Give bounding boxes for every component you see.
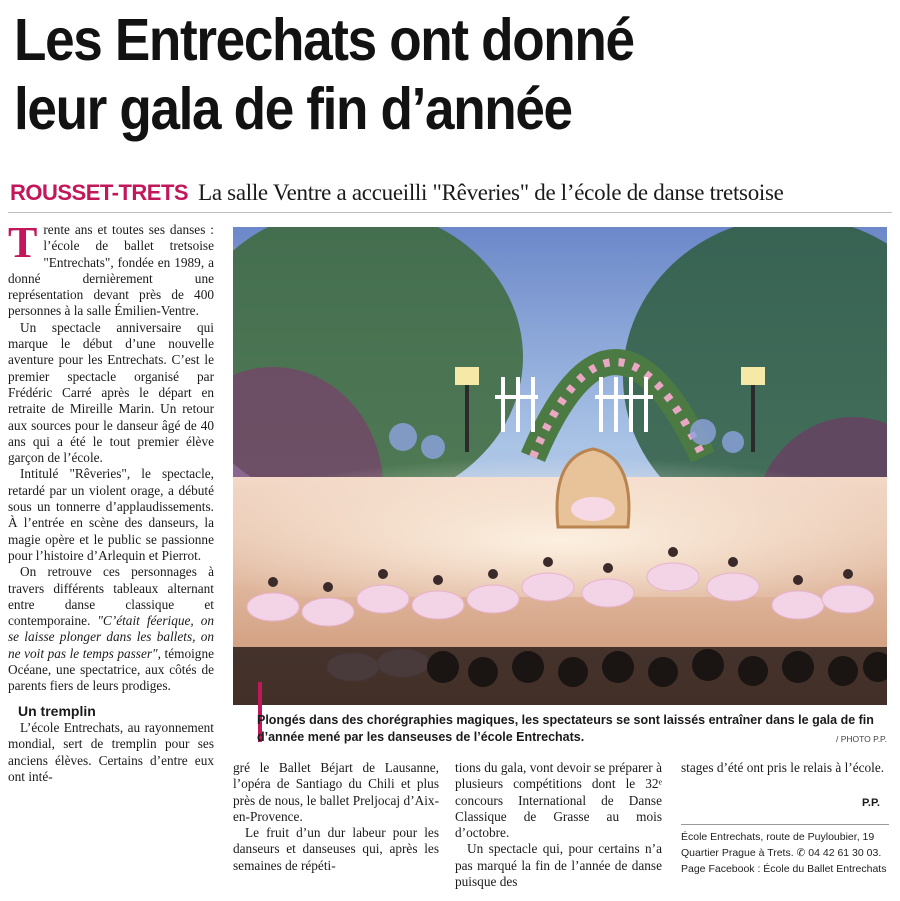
paragraph: Un spectacle anniversaire qui marque le début d’une nouvelle aventure pour les Entrechats. C’est le premier spectacle organisé par Frédéric Carré après le départ en retraite de Mireille Marin. Un retour aux sources pour le danseur âgé de 40 ans qui a été le tout premier élève garçon de l’école. bbox=[8, 319, 214, 466]
deck-text: La salle Ventre a accueilli "Rêveries" de l’école de danse tretsoise bbox=[198, 180, 784, 205]
article-column-1 bbox=[8, 218, 214, 785]
paragraph: Intitulé "Rêveries", le spectacle, retardé par un violent orage, a débuté sous un tonnerre d’applaudissements. À l’entrée en scène des danseurs, la magie opère et le public se passionne pour l’histoire d’Arlequin et Pierrot. bbox=[8, 466, 214, 563]
paragraph: tions du gala, vont devoir se préparer à plusieurs compétitions dont le 32ᵉ concours International de Danse Classique de Grasse au mois d’octobre. bbox=[455, 760, 662, 841]
location-label: ROUSSET-TRETS bbox=[10, 180, 189, 205]
paragraph bbox=[8, 564, 214, 694]
photo-caption: Plongés dans des chorégraphies magiques, les spectateurs se sont laissés entraîner dans le gala de fin d’année mené par les danseuses de l’école Entrechats. bbox=[257, 713, 874, 744]
paragraph: Un spectacle qui, pour certains n’a pas marqué la fin de l’année de danse puisque des bbox=[455, 841, 662, 890]
contact-info: École Entrechats, route de Puyloubier, 19 Quartier Prague à Trets. ✆ 04 42 61 30 03. Page Facebook : École du Ballet Entrechats bbox=[681, 824, 889, 877]
subheading: Un tremplin bbox=[18, 702, 96, 719]
headline-line-1: Les Entrechats ont donné bbox=[14, 7, 634, 73]
article-column-3 bbox=[455, 760, 662, 890]
paragraph: gré le Ballet Béjart de Lausanne, l’opéra de Santiago du Chili et plus près de nous, le ballet Preljocaj d’Aix-en-Provence. bbox=[233, 760, 439, 824]
paragraph: L’école Entrechats, au rayonnement mondial, sert de tremplin pour ses anciens élèves. Certains d’entre eux ont inté- bbox=[8, 719, 214, 784]
paragraph-text: , témoigne Océane, une spectatrice, aux côtés de parents fiers de leurs prodiges. bbox=[8, 645, 214, 694]
article-column-2 bbox=[233, 760, 439, 874]
quote: "C’était féerique, on se laisse plonger dans les ballets, on ne voit pas le temps passer" bbox=[8, 613, 214, 661]
paragraph-text: rente ans et toutes ses danses : l’école de ballet tretsoise "Entrechats", fondée en 1989, a donné dernièrement une représentation devant près de 400 personnes à la salle Émilien-Ventre. bbox=[8, 222, 214, 319]
headline-line-2: leur gala de fin d’année bbox=[14, 76, 572, 142]
subhead bbox=[10, 180, 900, 206]
stage-photo bbox=[233, 227, 887, 705]
stage-photo-illustration bbox=[233, 227, 887, 705]
article-column-4 bbox=[681, 760, 889, 776]
paragraph bbox=[8, 218, 214, 320]
paragraph: Le fruit d’un dur labeur pour les danseurs et danseuses qui, après les semaines de répéti- bbox=[233, 825, 439, 873]
headline bbox=[14, 6, 806, 144]
drop-cap: T bbox=[8, 218, 38, 267]
divider bbox=[8, 212, 892, 213]
photo-credit: / PHOTO P.P. bbox=[835, 734, 887, 744]
paragraph: stages d’été ont pris le relais à l’école. bbox=[681, 760, 885, 775]
paragraph-text: On retrouve ces personnages à travers différents tableaux alternant entre danse classique et contemporaine. bbox=[8, 564, 214, 629]
author-signature: P.P. bbox=[862, 797, 880, 809]
